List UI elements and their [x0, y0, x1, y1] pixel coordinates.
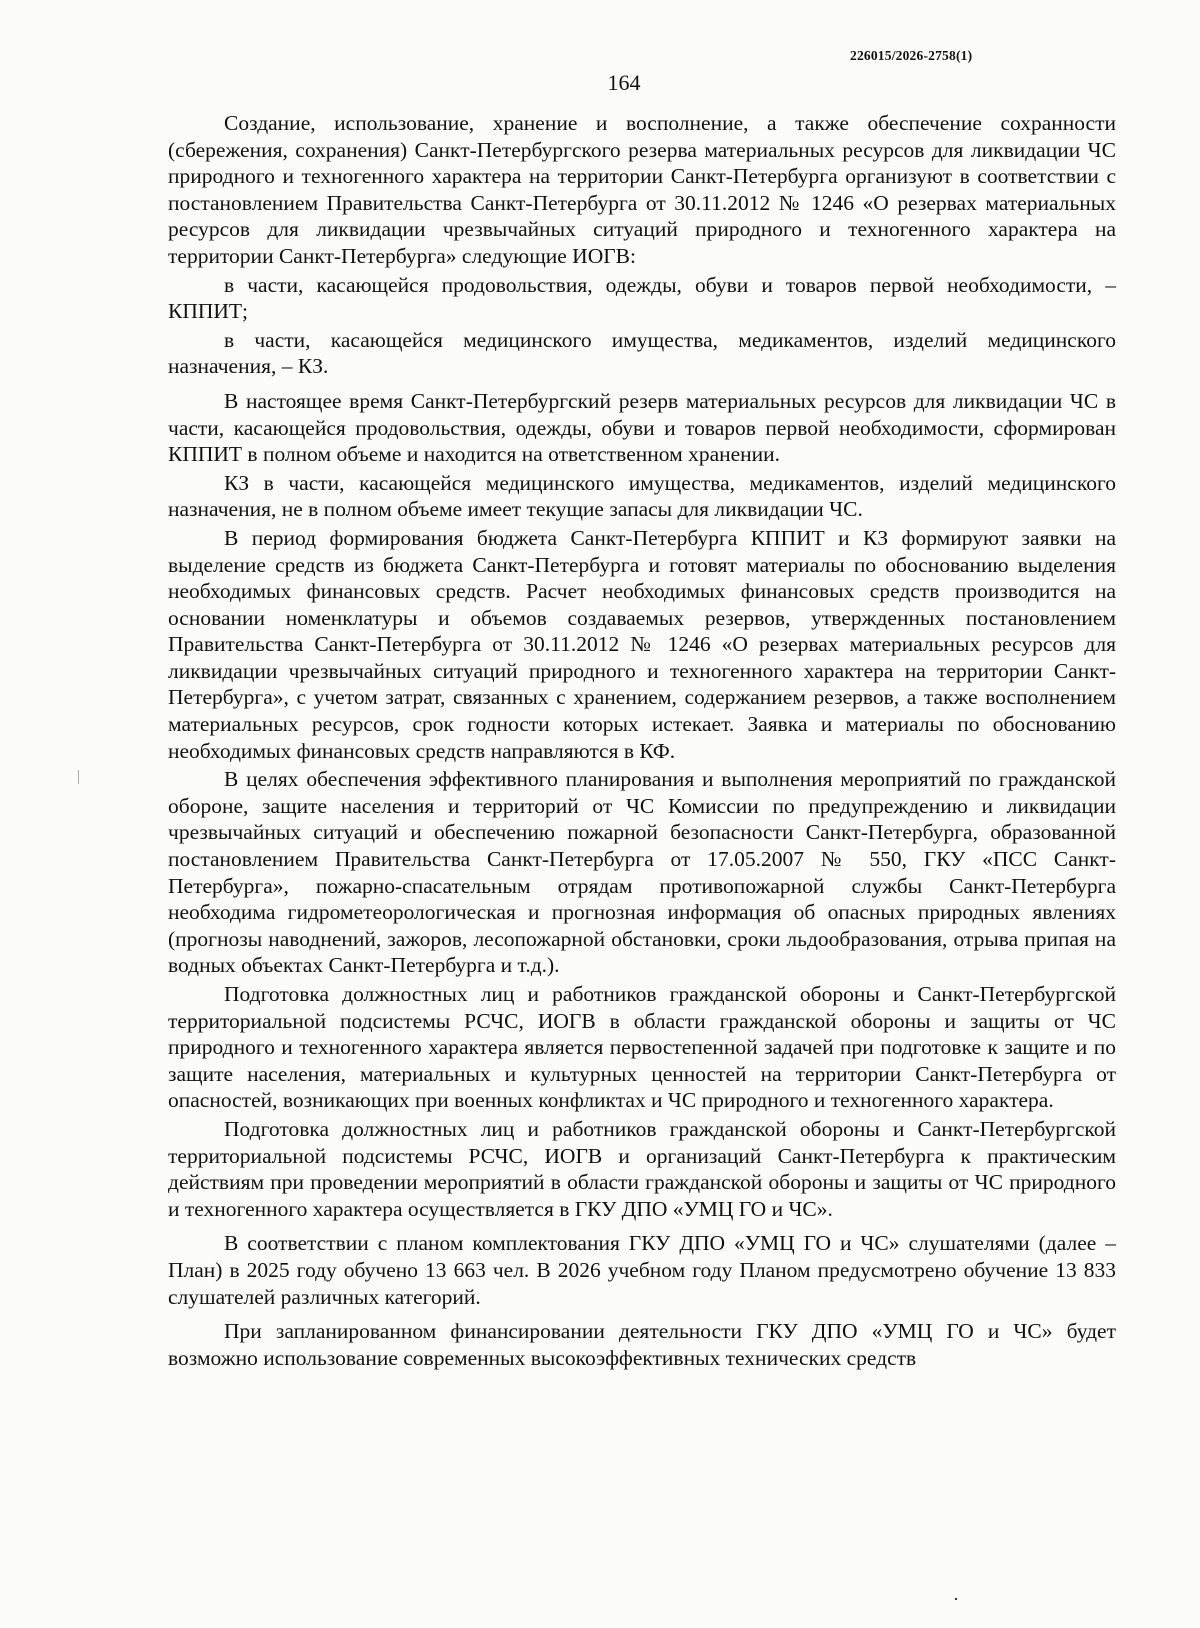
paragraph-training-center: Подготовка должностных лиц и работников гражданской обороны и Санкт-Петербургской территориальной подсистемы РСЧС, ИОГВ и организаций Санкт-Петербурга к практическим действиям при проведении мероприятий в области гражданской обороны и защиты от ЧС природного и техногенного характера осуществляется в ГКУ ДПО «УМЦ ГО и ЧС».	[168, 1116, 1116, 1221]
paragraph-training-priority: Подготовка должностных лиц и работников гражданской обороны и Санкт-Петербургской территориальной подсистемы РСЧС, ИОГВ в области гражданской обороны и защиты от ЧС природного и техногенного характера является первостепенной задачей при подготовке к защите и по защите населения, материальных и культурных ценностей на территории Санкт-Петербурга от опасностей, возникающих при военных конфликтах и ЧС природного и техногенного характера.	[168, 982, 1116, 1113]
scan-edge-mark	[78, 770, 79, 784]
paragraph-food-clothing: в части, касающейся продовольствия, одежды, обуви и товаров первой необходимости, – КППИТ;	[168, 272, 1116, 324]
paragraph-medical: в части, касающейся медицинского имущества, медикаментов, изделий медицинского назначения, – КЗ.	[168, 327, 1116, 379]
scan-dot	[955, 1598, 957, 1600]
document-body	[168, 110, 1116, 1373]
paragraph-training-plan: В соответствии с планом комплектования ГКУ ДПО «УМЦ ГО и ЧС» слушателями (далее – План) в 2025 году обучено 13 663 чел. В 2026 учебном году Планом предусмотрено обучение 13 833 слушателей различных категорий.	[168, 1231, 1116, 1309]
paragraph-financing: При запланированном финансировании деятельности ГКУ ДПО «УМЦ ГО и ЧС» будет возможно использование современных высокоэффективных технических средств	[168, 1319, 1116, 1370]
paragraph-reserve-creation: Создание, использование, хранение и восполнение, а также обеспечение сохранности (сбережения, сохранения) Санкт-Петербургского резерва материальных ресурсов для ликвидации ЧС природного и техногенного характера на территории Санкт-Петербурга организуют в соответствии с постановлением Правительства Санкт-Петербурга от 30.11.2012 № 1246 «О резервах материальных ресурсов для ликвидации чрезвычайных ситуаций природного и техногенного характера на территории Санкт-Петербурга» следующие ИОГВ:	[168, 111, 1116, 268]
paragraph-budget-formation: В период формирования бюджета Санкт-Петербурга КППИТ и КЗ формируют заявки на выделение средств из бюджета Санкт-Петербурга и готовят материалы по обоснованию выделения необходимых финансовых средств. Расчет необходимых финансовых средств производится на основании номенклатуры и объемов создаваемых резервов, утвержденных постановлением Правительства Санкт-Петербурга от 30.11.2012 № 1246 «О резервах материальных ресурсов для ликвидации чрезвычайных ситуаций природного и техногенного характера на территории Санкт-Петербурга», с учетом затрат, связанных с хранением, содержанием резервов, а также восполнением материальных ресурсов, срок годности которых истекает. Заявка и материалы по обоснованию необходимых финансовых средств направляются в КФ.	[168, 525, 1116, 763]
paragraph-kz-stocks: КЗ в части, касающейся медицинского имущества, медикаментов, изделий медицинского назначения, не в полном объеме имеет текущие запасы для ликвидации ЧС.	[168, 470, 1116, 522]
page-number: 164	[607, 70, 641, 95]
paragraph-current-reserve: В настоящее время Санкт-Петербургский резерв материальных ресурсов для ликвидации ЧС в части, касающейся продовольствия, одежды, обуви и товаров первой необходимости, сформирован КППИТ в полном объеме и находится на ответственном хранении.	[168, 388, 1116, 467]
paragraph-planning: В целях обеспечения эффективного планирования и выполнения мероприятий по гражданской обороне, защите населения и территорий от ЧС Комиссии по предупреждению и ликвидации чрезвычайных ситуаций и обеспечению пожарной безопасности Санкт-Петербурга, образованной постановлением Правительства Санкт-Петербурга от 17.05.2007 № 550, ГКУ «ПСС Санкт-Петербурга», пожарно-спасательным отрядам противопожарной службы Санкт-Петербурга необходима гидрометеорологическая и прогнозная информация об опасных природных явлениях (прогнозы наводнений, зажоров, лесопожарной обстановки, сроки льдообразования, отрыва припая на водных объектах Санкт-Петербурга и т.д.).	[168, 767, 1116, 978]
document-id: 226015/2026-2758(1)	[850, 48, 973, 63]
